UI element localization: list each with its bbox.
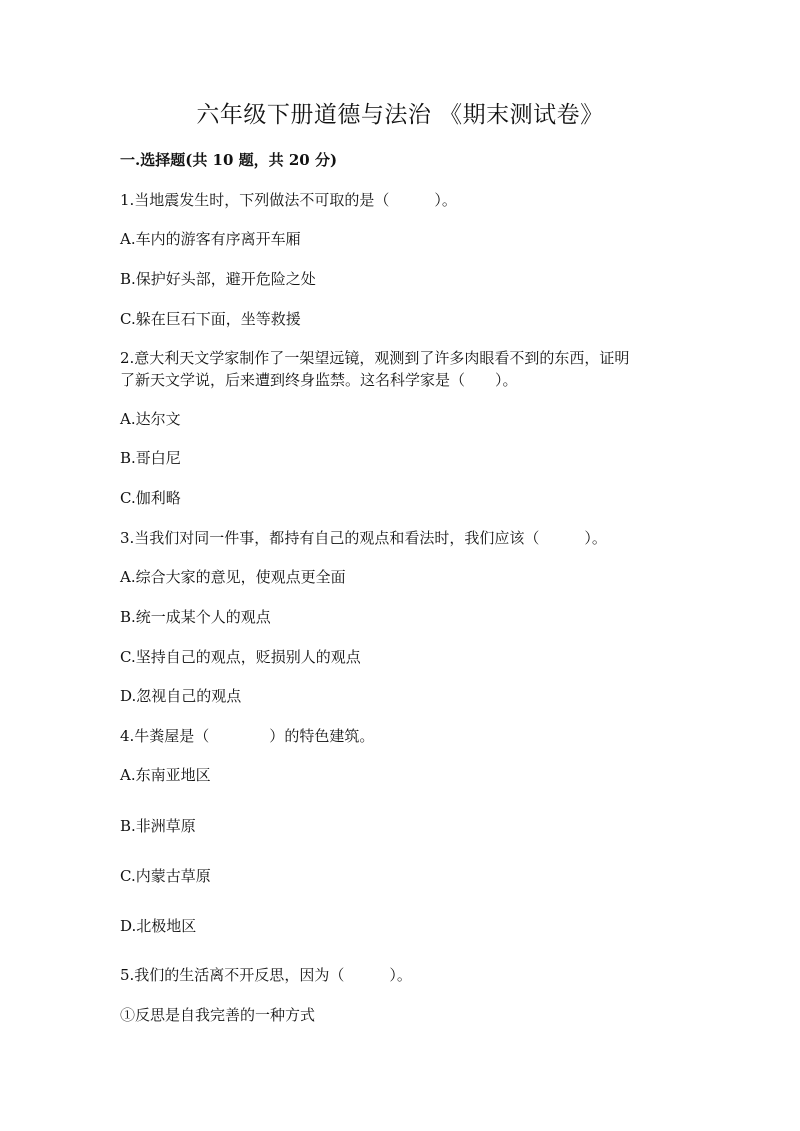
question-3-option-d: D.忽视自己的观点 bbox=[120, 687, 242, 705]
question-4-stem: 4.牛粪屋是（ ）的特色建筑。 bbox=[120, 727, 375, 745]
question-1-option-b: B.保护好头部，避开危险之处 bbox=[120, 270, 316, 288]
question-3-option-a: A.综合大家的意见，使观点更全面 bbox=[120, 568, 346, 586]
question-1-option-c: C.躲在巨石下面，坐等救援 bbox=[120, 310, 301, 328]
question-4-option-d: D.北极地区 bbox=[120, 917, 197, 935]
question-2-option-a: A.达尔文 bbox=[120, 410, 181, 428]
question-2-option-b: B.哥白尼 bbox=[120, 449, 181, 467]
question-1-stem: 1.当地震发生时，下列做法不可取的是（ ）。 bbox=[120, 191, 457, 209]
question-2-stem-line-1: 2.意大利天文学家制作了一架望远镜，观测到了许多肉眼看不到的东西，证明 bbox=[120, 349, 630, 367]
question-3-option-b: B.统一成某个人的观点 bbox=[120, 608, 271, 626]
question-4-option-b: B.非洲草原 bbox=[120, 817, 196, 835]
page-title: 六年级下册道德与法治 《期末测试卷》 bbox=[196, 102, 604, 128]
question-2-option-c: C.伽利略 bbox=[120, 489, 181, 507]
question-4-option-c: C.内蒙古草原 bbox=[120, 867, 211, 885]
question-3-stem: 3.当我们对同一件事，都持有自己的观点和看法时，我们应该（ ）。 bbox=[120, 529, 607, 547]
question-3-option-c: C.坚持自己的观点，贬损别人的观点 bbox=[120, 648, 361, 666]
question-4-option-a: A.东南亚地区 bbox=[120, 766, 211, 784]
question-5-stem: 5.我们的生活离不开反思，因为（ ）。 bbox=[120, 966, 412, 984]
question-2-stem-line-2: 了新天文学说，后来遭到终身监禁。这名科学家是（ ）。 bbox=[120, 371, 518, 389]
question-5-statement-1: ①反思是自我完善的一种方式 bbox=[120, 1006, 316, 1024]
question-1-option-a: A.车内的游客有序离开车厢 bbox=[120, 230, 301, 248]
section-heading: 一.选择题(共 10 题，共 20 分) bbox=[120, 151, 338, 169]
